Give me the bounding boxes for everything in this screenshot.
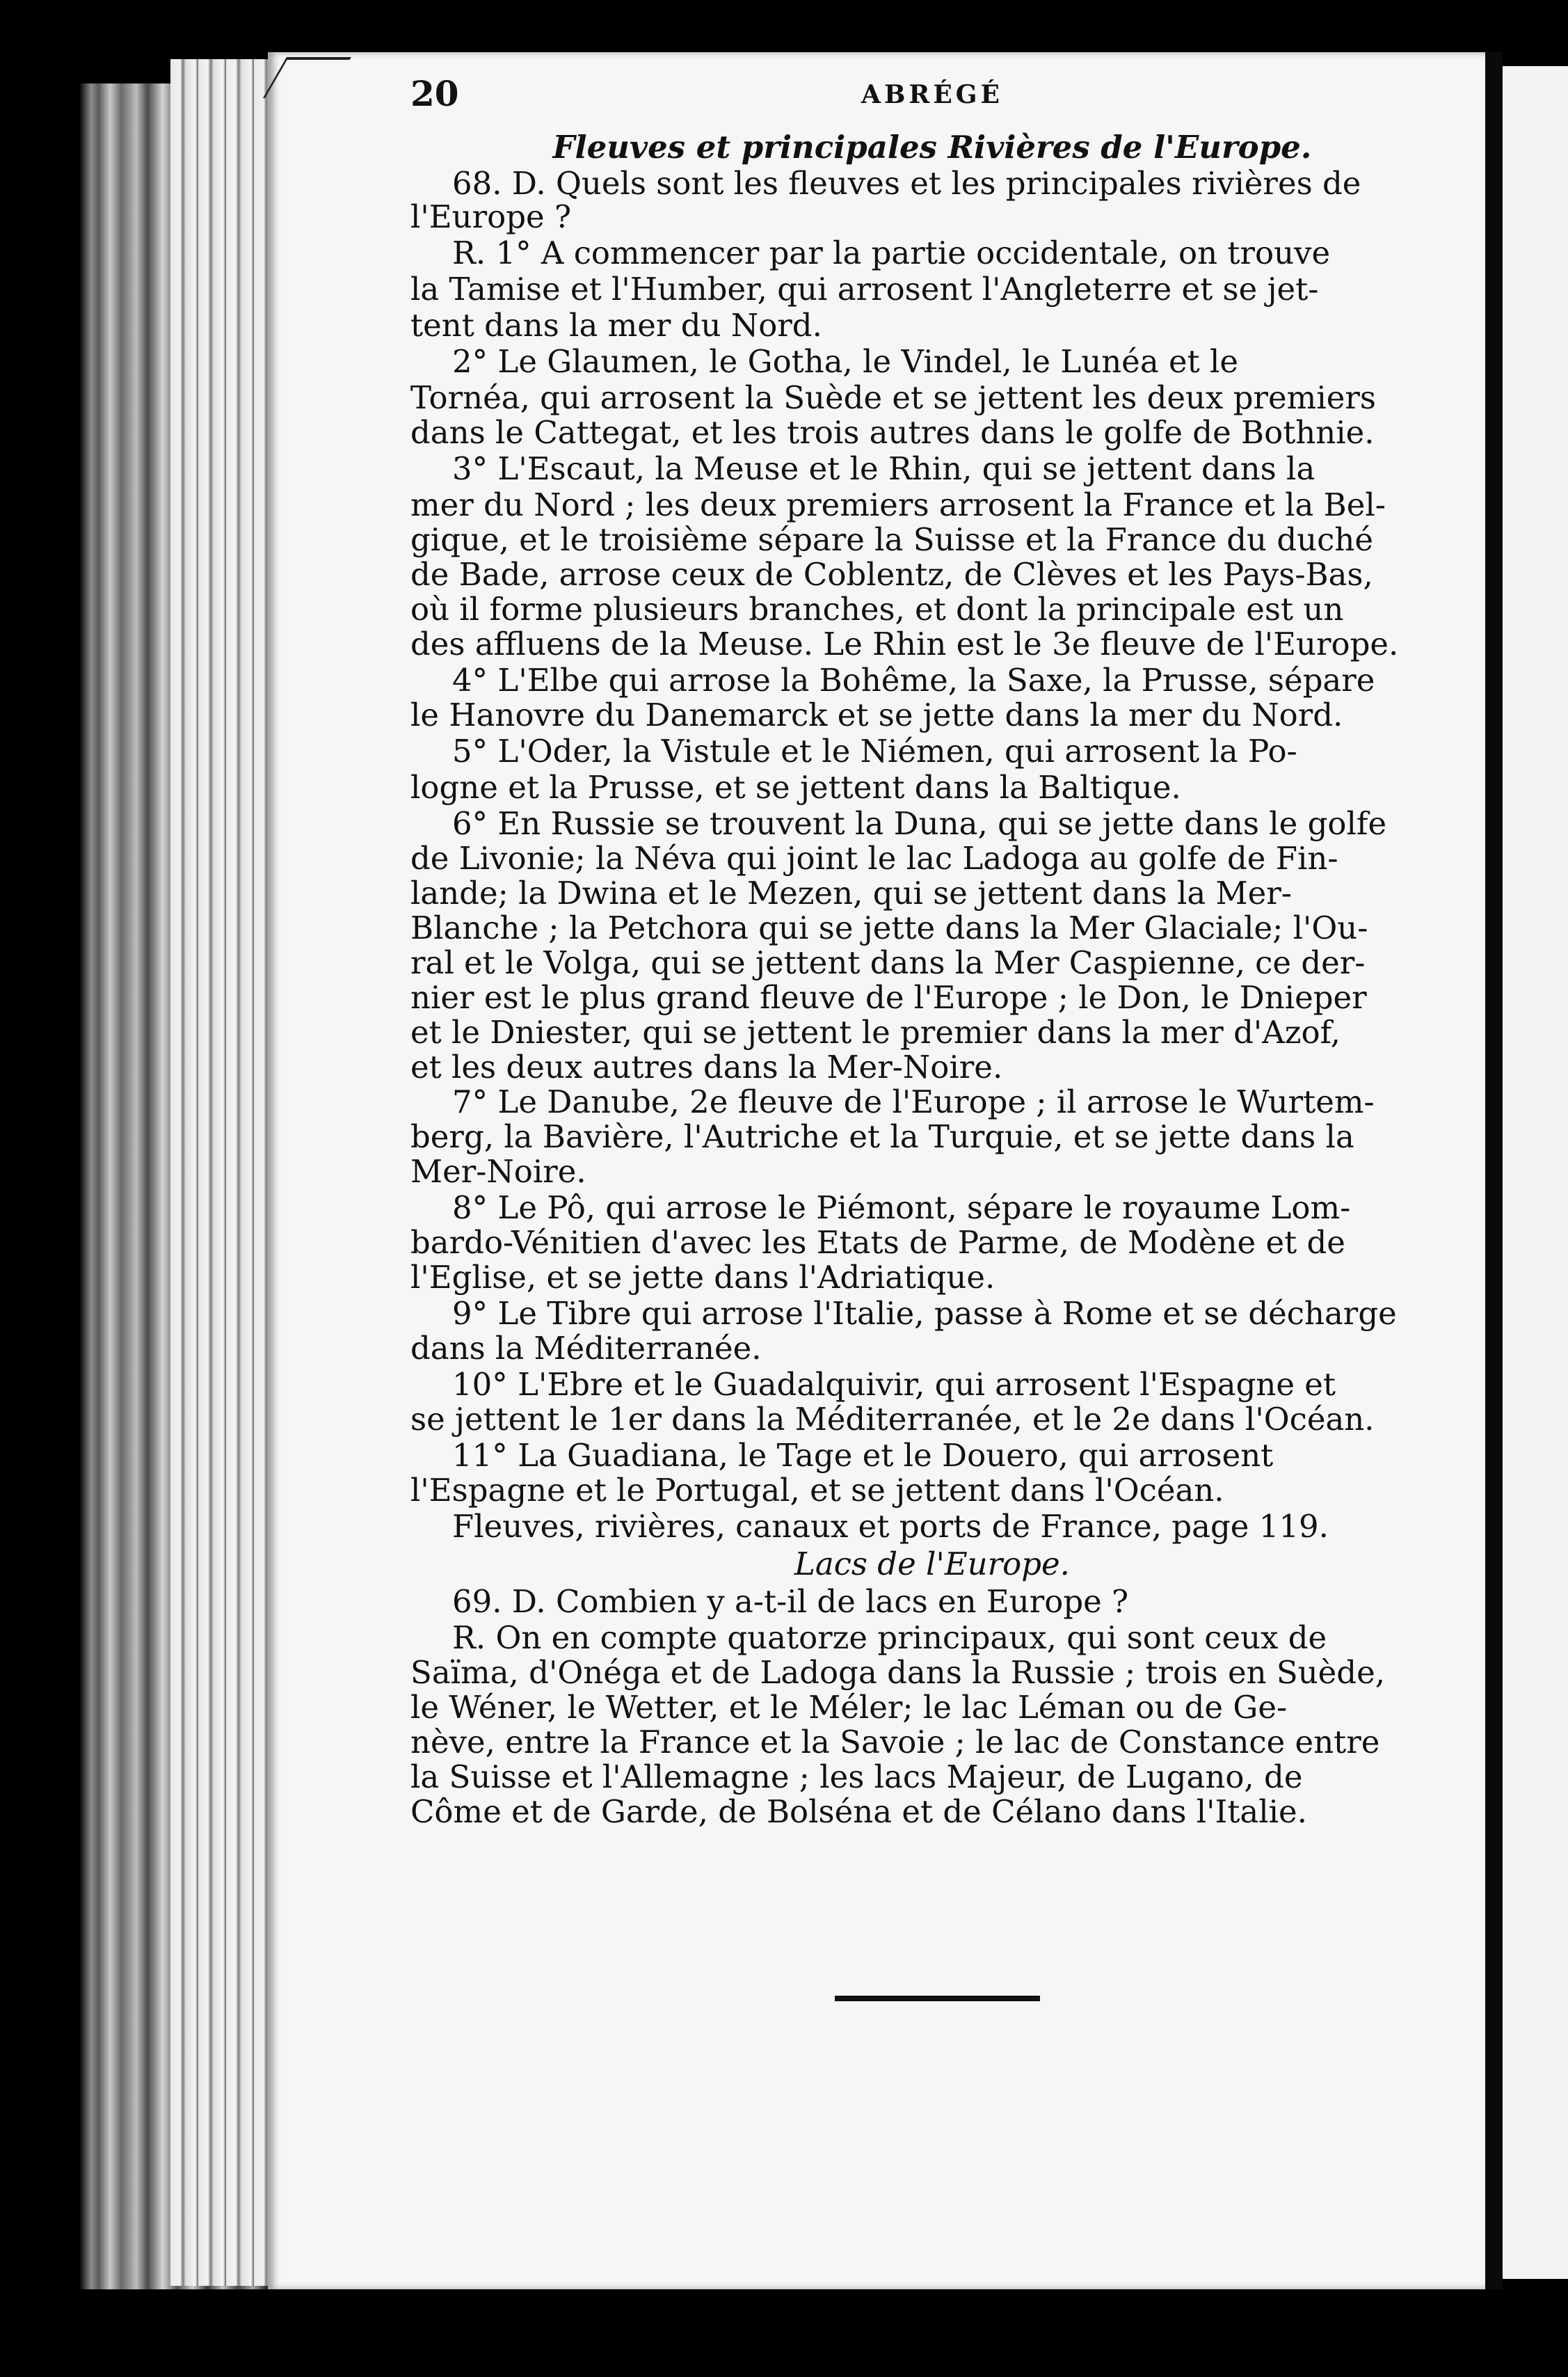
text-line: le Wéner, le Wetter, et le Méler; le lac Léman ou de Ge- bbox=[410, 1689, 1288, 1726]
text-line: lande; la Dwina et le Mezen, qui se jettent dans la Mer- bbox=[410, 875, 1292, 912]
text-line: 5° L'Oder, la Vistule et le Niémen, qui arrosent la Po- bbox=[452, 733, 1297, 770]
text-line: 69. D. Combien y a-t-il de lacs en Europe ? bbox=[452, 1583, 1129, 1620]
text-line: l'Europe ? bbox=[410, 198, 572, 235]
text-line: nier est le plus grand fleuve de l'Europe ; le Don, le Dnieper bbox=[410, 979, 1367, 1016]
text-line: nève, entre la France et la Savoie ; le lac de Constance entre bbox=[410, 1724, 1380, 1760]
text-line: des affluens de la Meuse. Le Rhin est le 3e fleuve de l'Europe. bbox=[410, 626, 1399, 662]
text-line: Côme et de Garde, de Bolséna et de Célano dans l'Italie. bbox=[410, 1793, 1307, 1830]
text-line: 3° L'Escaut, la Meuse et le Rhin, qui se jettent dans la bbox=[452, 450, 1315, 487]
text-line: où il forme plusieurs branches, et dont la principale est un bbox=[410, 591, 1344, 628]
text-line: l'Eglise, et se jette dans l'Adriatique. bbox=[410, 1259, 995, 1296]
facing-page-sliver bbox=[1503, 66, 1568, 2279]
text-line: gique, et le troisième sépare la Suisse et la France du duché bbox=[410, 521, 1373, 558]
text-line: et le Dniester, qui se jettent le premier dans la mer d'Azof, bbox=[410, 1014, 1341, 1051]
text-line: 11° La Guadiana, le Tage et le Douero, qui arrosent bbox=[452, 1437, 1274, 1474]
text-line: dans la Méditerranée. bbox=[410, 1330, 762, 1367]
page-number: 20 bbox=[410, 73, 459, 114]
text-line: tent dans la mer du Nord. bbox=[410, 307, 822, 344]
page-content bbox=[410, 73, 1454, 1830]
text-line: 10° L'Ebre et le Guadalquivir, qui arrosent l'Espagne et bbox=[452, 1366, 1336, 1403]
text-line: logne et la Prusse, et se jettent dans la Baltique. bbox=[410, 769, 1181, 806]
text-line: bardo-Vénitien d'avec les Etats de Parme, de Modène et de bbox=[410, 1224, 1345, 1261]
text-line: R. On en compte quatorze principaux, qui sont ceux de bbox=[452, 1619, 1327, 1656]
text-line: dans le Cattegat, et les trois autres dans le golfe de Bothnie. bbox=[410, 414, 1375, 451]
book-page-edge-strip bbox=[170, 59, 268, 2286]
section-title-lakes: Lacs de l'Europe. bbox=[794, 1545, 1070, 1582]
text-line: Saïma, d'Onéga et de Ladoga dans la Russie ; trois en Suède, bbox=[410, 1654, 1386, 1691]
text-line: 7° Le Danube, 2e fleuve de l'Europe ; il arrose le Wurtem- bbox=[452, 1083, 1375, 1120]
end-rule-divider bbox=[835, 1996, 1040, 2001]
section-title-rivers: Fleuves et principales Rivières de l'Europe. bbox=[552, 129, 1312, 166]
text-line: 4° L'Elbe qui arrose la Bohême, la Saxe, la Prusse, sépare bbox=[452, 662, 1375, 699]
page-gutter bbox=[1485, 52, 1503, 2289]
text-line: mer du Nord ; les deux premiers arrosent la France et la Bel- bbox=[410, 486, 1386, 523]
text-line: Fleuves, rivières, canaux et ports de France, page 119. bbox=[452, 1508, 1329, 1545]
text-line: 8° Le Pô, qui arrose le Piémont, sépare le royaume Lom- bbox=[452, 1189, 1351, 1226]
text-line: de Livonie; la Néva qui joint le lac Ladoga au golfe de Fin- bbox=[410, 840, 1338, 877]
text-line: Mer-Noire. bbox=[410, 1153, 586, 1190]
text-line: Tornéa, qui arrosent la Suède et se jettent les deux premiers bbox=[410, 379, 1376, 416]
text-line: se jettent le 1er dans la Méditerranée, et le 2e dans l'Océan. bbox=[410, 1401, 1375, 1438]
text-line: ral et le Volga, qui se jettent dans la Mer Caspienne, ce der- bbox=[410, 944, 1366, 981]
text-line: et les deux autres dans la Mer-Noire. bbox=[410, 1049, 1003, 1086]
text-line: berg, la Bavière, l'Autriche et la Turquie, et se jette dans la bbox=[410, 1118, 1354, 1155]
running-head: ABRÉGÉ bbox=[861, 80, 1003, 109]
text-line: Blanche ; la Petchora qui se jette dans la Mer Glaciale; l'Ou- bbox=[410, 909, 1368, 946]
page-header bbox=[410, 73, 1454, 122]
text-line: R. 1° A commencer par la partie occidentale, on trouve bbox=[452, 234, 1331, 271]
text-line: la Suisse et l'Allemagne ; les lacs Majeur, de Lugano, de bbox=[410, 1758, 1303, 1795]
text-line: la Tamise et l'Humber, qui arrosent l'Angleterre et se jet- bbox=[410, 271, 1319, 308]
text-line: 68. D. Quels sont les fleuves et les principales rivières de bbox=[452, 165, 1361, 202]
text-line: 2° Le Glaumen, le Gotha, le Vindel, le Lunéa et le bbox=[452, 343, 1238, 380]
text-line: le Hanovre du Danemarck et se jette dans la mer du Nord. bbox=[410, 697, 1343, 733]
text-line: l'Espagne et le Portugal, et se jettent dans l'Océan. bbox=[410, 1472, 1224, 1509]
text-line: 6° En Russie se trouvent la Duna, qui se jette dans le golfe bbox=[452, 805, 1387, 842]
text-line: 9° Le Tibre qui arrose l'Italie, passe à Rome et se décharge bbox=[452, 1295, 1397, 1332]
text-line: de Bade, arrose ceux de Coblentz, de Clèves et les Pays-Bas, bbox=[410, 556, 1373, 593]
